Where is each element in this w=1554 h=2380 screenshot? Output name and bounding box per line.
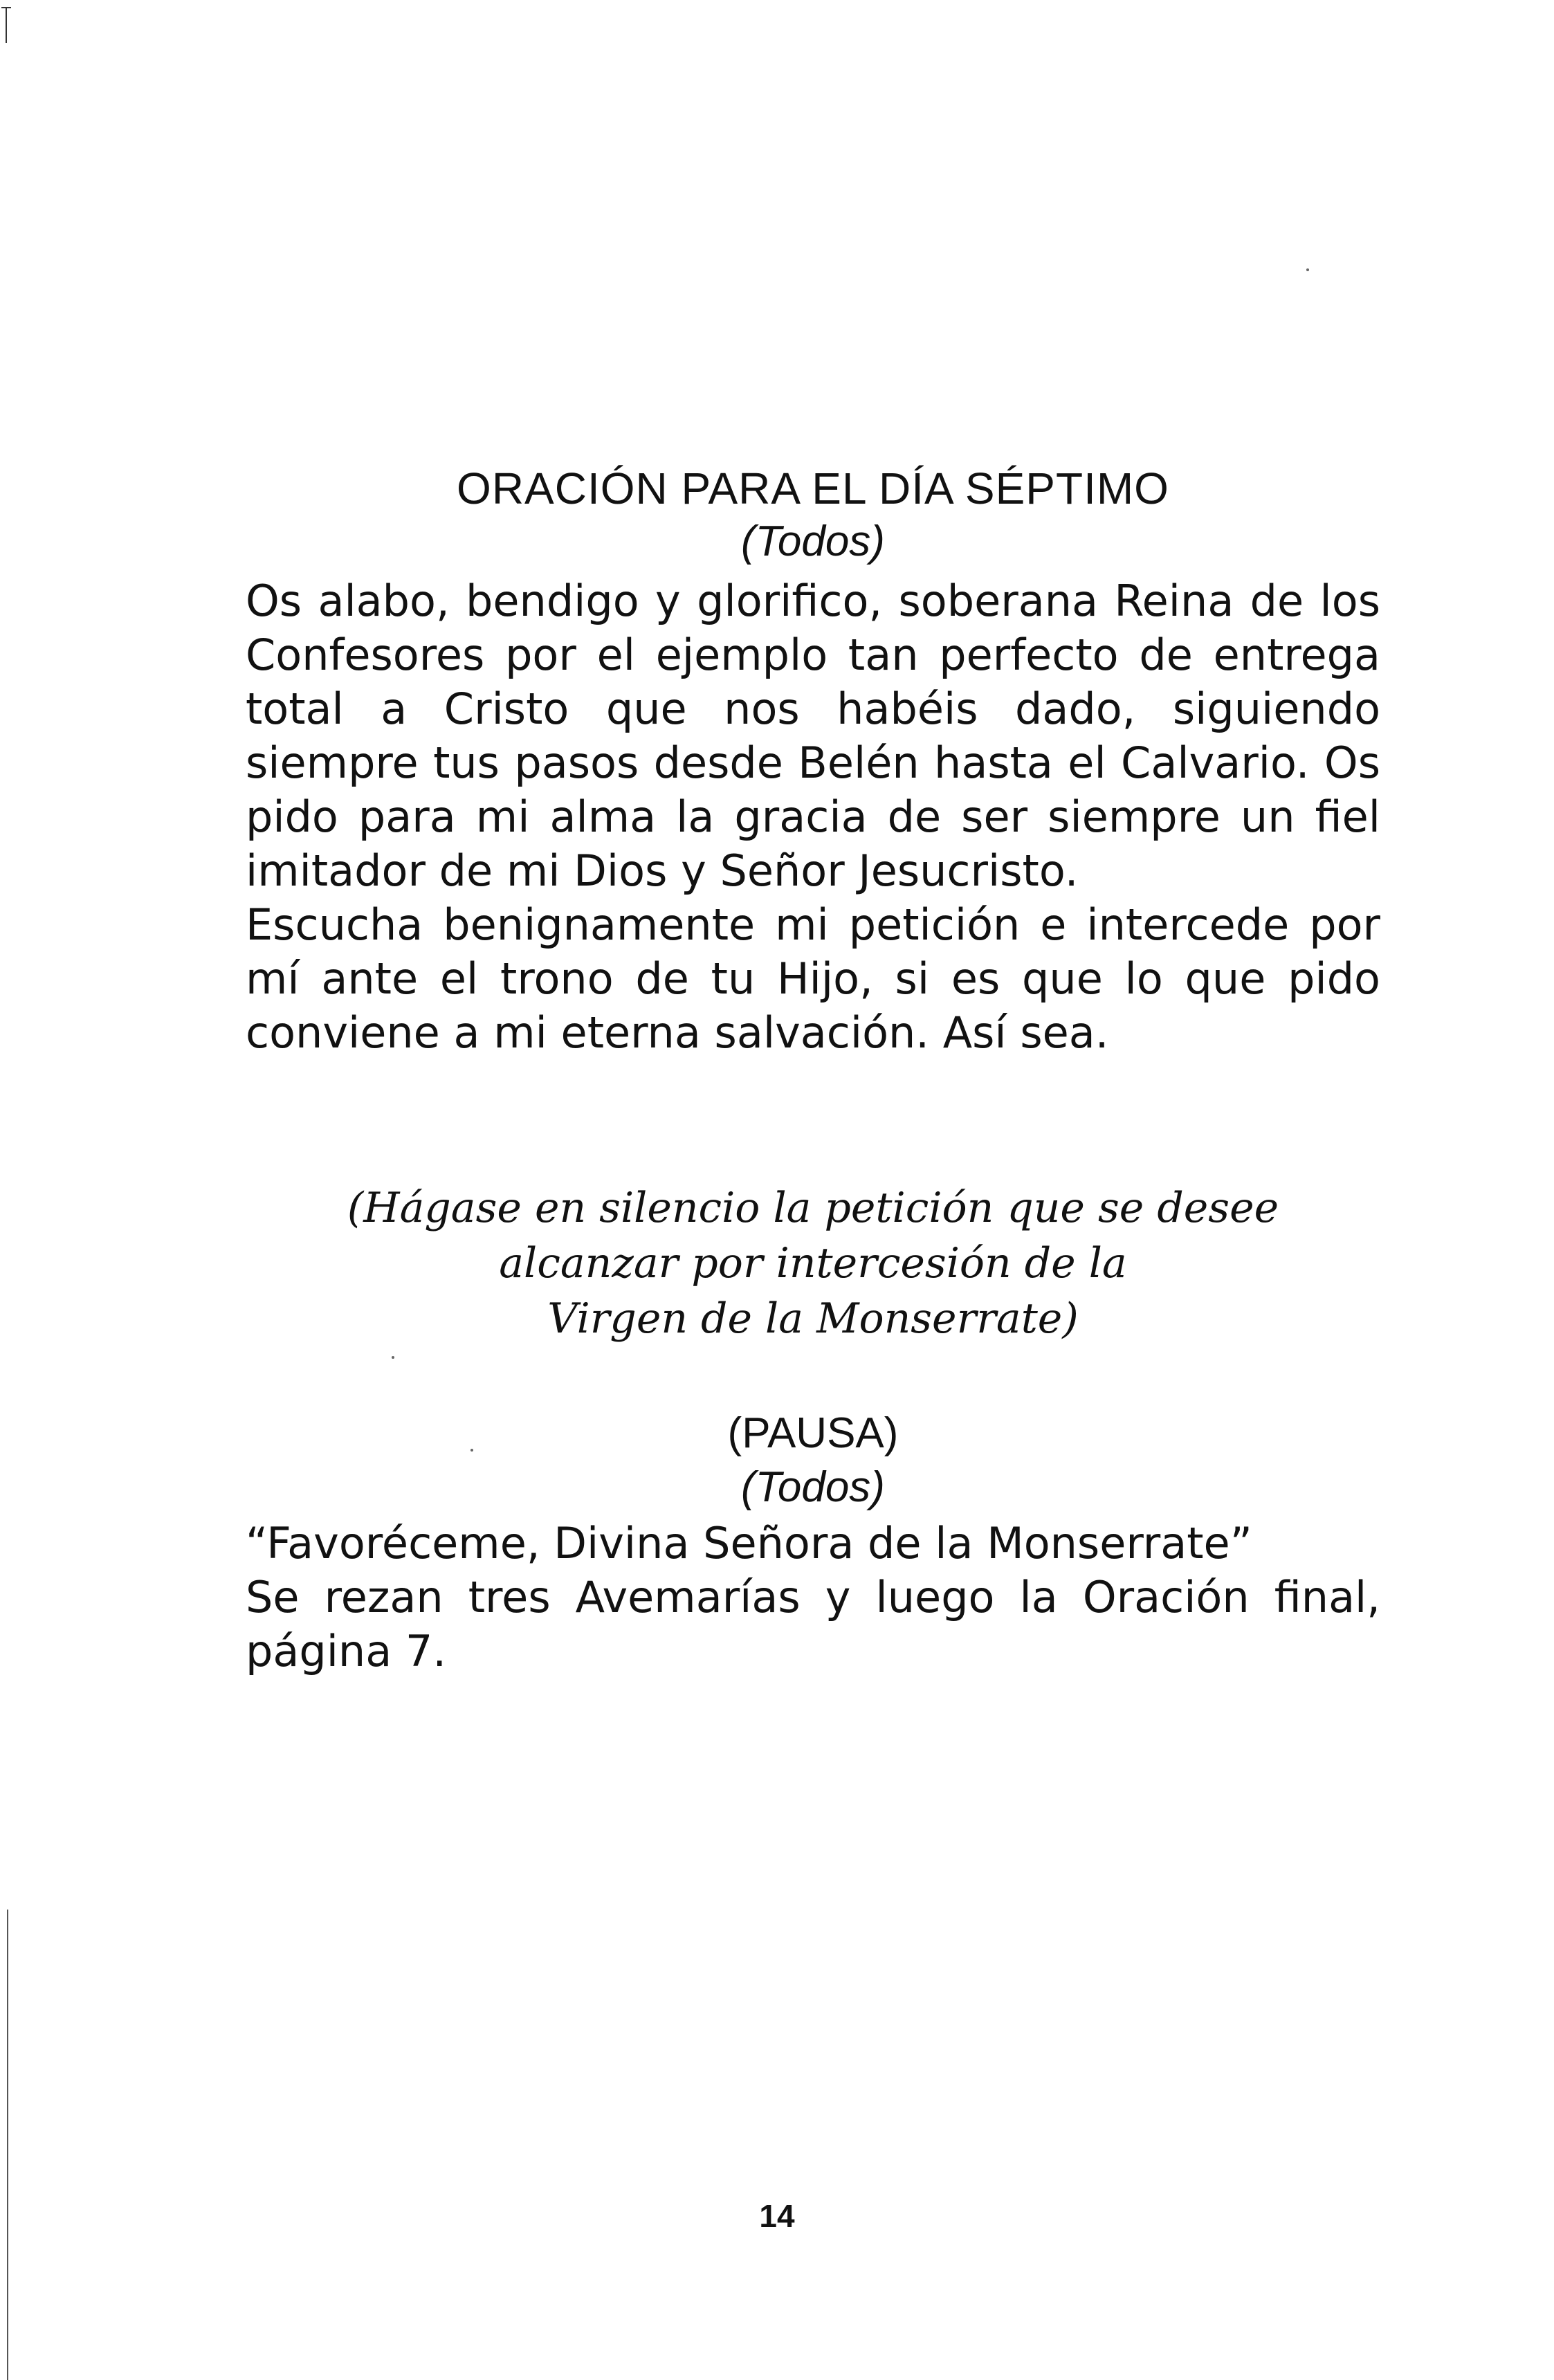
todos-label: (Todos)	[741, 1463, 885, 1511]
instruction-line: (Hágase en silencio la petición que se desee	[347, 1184, 1279, 1232]
prayer-body	[246, 574, 1380, 1060]
prayer-paragraph: Os alabo, bendigo y glorifico, soberana Reina de los Confesores por el ejemplo tan perfecto de entrega total a Cristo que nos habéis dado, siguiendo siempre tus pasos desde Belén hasta el Calvario. Os pido para mi alma la gracia de ser siempre un fiel imitador de mi Dios y Señor Jesucristo.	[246, 576, 1380, 896]
scan-speck	[392, 1356, 394, 1359]
scan-artifact-mark	[6, 7, 7, 43]
todos-label: (Todos)	[741, 518, 885, 565]
prayer-paragraph: Escucha benignamente mi petición e intercede por mí ante el trono de tu Hijo, si es que lo que pido conviene a mi eterna salvación. Así sea.	[246, 899, 1380, 1058]
instruction-line: alcanzar por intercesión de la	[499, 1239, 1127, 1288]
closing-instruction: Se rezan tres Avemarías y luego la Oración final, página 7.	[246, 1572, 1380, 1676]
page-number: 14	[759, 2198, 795, 2234]
closing-body	[246, 1517, 1380, 1678]
closing-invocation: “Favoréceme, Divina Señora de la Monserrate”	[246, 1518, 1252, 1568]
page-title: ORACIÓN PARA EL DÍA SÉPTIMO	[457, 464, 1169, 513]
pause-label: (PAUSA)	[727, 1409, 899, 1457]
silent-petition-instruction	[246, 1180, 1380, 1346]
scan-edge-line	[7, 1910, 8, 2380]
instruction-line: Virgen de la Monserrate)	[547, 1294, 1079, 1343]
scan-speck	[1306, 268, 1309, 271]
